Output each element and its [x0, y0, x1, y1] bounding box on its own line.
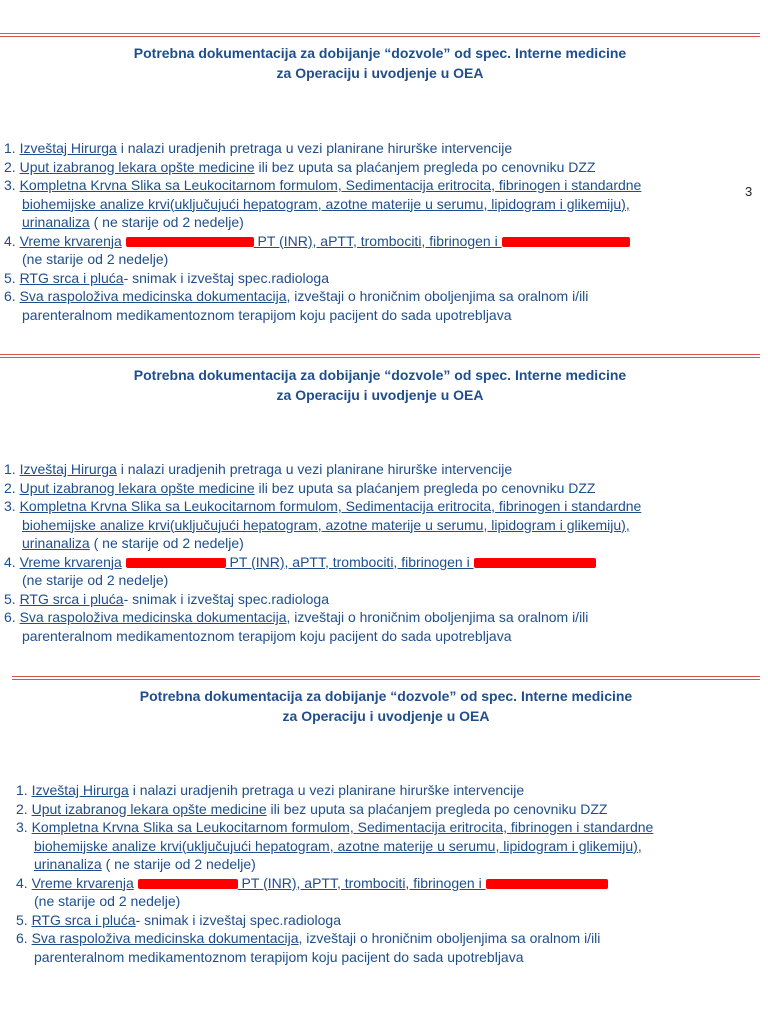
list-item-6: [16, 929, 760, 948]
item-link[interactable]: Vreme krvarenja: [31, 874, 134, 891]
item-link[interactable]: urinanaliza: [22, 214, 90, 230]
item-number: 4.: [4, 553, 16, 570]
item-link[interactable]: RTG srca i pluća: [31, 911, 136, 928]
redaction-mark: [486, 879, 608, 889]
redaction-mark: [474, 558, 596, 568]
title-line-2: za Operaciju i uvodjenje u OEA: [276, 387, 484, 403]
block-title: [0, 43, 760, 83]
item-link[interactable]: Sva raspoloživa medicinska dokumentacija: [19, 288, 287, 304]
redaction-mark: [138, 879, 238, 889]
list-item-6-cont: [4, 627, 760, 646]
list-item-6: [4, 287, 760, 306]
item-text: PT (INR), aPTT, trombociti, fibrinogen i: [237, 874, 486, 891]
block-title: [12, 686, 760, 726]
item-text: PT (INR), aPTT, trombociti, fibrinogen i: [225, 553, 474, 570]
block-title: [0, 365, 760, 405]
item-link[interactable]: biohemijske analize krvi(uključujući hepatogram, azotne materije u serumu, lipidogram i glikemiju),: [34, 837, 642, 854]
item-link[interactable]: Sva raspoloživa medicinska dokumentacija: [31, 930, 299, 946]
title-line-1: Potrebna dokumentacija za dobijanje “dozvole” od spec. Interne medicine: [133, 45, 627, 61]
list-item-6: [4, 608, 760, 627]
item-text: - snimak i izveštaj spec.radiologa: [123, 269, 329, 286]
list-item-3-cont: [4, 516, 760, 535]
item-number: 1.: [16, 782, 28, 798]
item-text: parenteralnom medikamentoznom terapijom koju pacijent do sada upotrebljava: [22, 306, 512, 323]
item-link[interactable]: Vreme krvarenja: [19, 232, 122, 249]
requirements-list: [4, 139, 760, 324]
item-link[interactable]: RTG srca i pluća: [19, 269, 124, 286]
list-item-4: [4, 232, 760, 251]
redaction-mark: [502, 237, 630, 247]
item-number: 6.: [16, 930, 28, 946]
item-number: 1.: [4, 461, 16, 477]
item-text: ( ne starije od 2 nedelje): [89, 535, 244, 551]
list-item-1: [16, 781, 760, 800]
item-number: 5.: [4, 590, 16, 607]
list-item-3: [4, 497, 760, 516]
list-item-4-cont: [16, 892, 760, 911]
requirements-list: [4, 460, 760, 645]
item-number: 5.: [16, 911, 28, 928]
redaction-mark: [126, 558, 226, 568]
item-text: parenteralnom medikamentoznom terapijom koju pacijent do sada upotrebljava: [22, 627, 512, 644]
list-item-3: [16, 818, 760, 837]
title-line-2: za Operaciju i uvodjenje u OEA: [282, 708, 490, 724]
red-divider: [0, 33, 760, 36]
title-line-1: Potrebna dokumentacija za dobijanje “dozvole” od spec. Interne medicine: [133, 367, 627, 383]
item-number: 3.: [4, 177, 16, 193]
list-item-6-cont: [4, 306, 760, 325]
item-number: 2.: [4, 158, 16, 175]
item-number: 5.: [4, 269, 16, 286]
list-item-2: [4, 158, 760, 177]
item-number: 3.: [4, 498, 16, 514]
list-item-6-cont: [16, 948, 760, 967]
item-text: i nalazi uradjenih pretraga u vezi planirane hirurške intervencije: [116, 461, 513, 477]
item-text: ili bez uputa sa plaćanjem pregleda po cenovniku DZZ: [254, 158, 596, 175]
item-text: parenteralnom medikamentoznom terapijom koju pacijent do sada upotrebljava: [34, 948, 524, 965]
list-item-4-cont: [4, 571, 760, 590]
item-text: - snimak i izveštaj spec.radiologa: [123, 590, 329, 607]
item-text: i nalazi uradjenih pretraga u vezi planirane hirurške intervencije: [116, 140, 513, 156]
title-line-2: za Operaciju i uvodjenje u OEA: [276, 65, 484, 81]
list-item-5: [4, 590, 760, 609]
item-text: , izveštaji o hroničnim oboljenjima sa oralnom i/ili: [286, 288, 589, 304]
item-text: , izveštaji o hroničnim oboljenjima sa oralnom i/ili: [286, 609, 589, 625]
list-item-4-cont: [4, 250, 760, 269]
item-link[interactable]: biohemijske analize krvi(uključujući hepatogram, azotne materije u serumu, lipidogram i glikemiju),: [22, 516, 630, 533]
item-link[interactable]: urinanaliza: [22, 535, 90, 551]
list-item-4: [16, 874, 760, 893]
item-number: 6.: [4, 288, 16, 304]
item-link[interactable]: Uput izabranog lekara opšte medicine: [19, 158, 255, 175]
list-item-3-cont: [4, 195, 760, 214]
item-text: , izveštaji o hroničnim oboljenjima sa oralnom i/ili: [298, 930, 601, 946]
list-item-5: [16, 911, 760, 930]
item-number: 6.: [4, 609, 16, 625]
item-link[interactable]: Izveštaj Hirurga: [19, 461, 117, 477]
item-link[interactable]: Vreme krvarenja: [19, 553, 122, 570]
item-text: ili bez uputa sa plaćanjem pregleda po cenovniku DZZ: [266, 800, 608, 817]
list-item-3-cont: [16, 837, 760, 856]
list-item-4: [4, 553, 760, 572]
item-number: 4.: [16, 874, 28, 891]
item-text: (ne starije od 2 nedelje): [22, 251, 169, 267]
item-text: ili bez uputa sa plaćanjem pregleda po cenovniku DZZ: [254, 479, 596, 496]
side-mark: 3: [745, 184, 753, 199]
item-link[interactable]: Izveštaj Hirurga: [31, 782, 129, 798]
redaction-mark: [126, 237, 254, 247]
item-number: 2.: [16, 800, 28, 817]
item-text: (ne starije od 2 nedelje): [22, 572, 169, 588]
item-link[interactable]: RTG srca i pluća: [19, 590, 124, 607]
list-item-1: [4, 460, 760, 479]
item-text: (ne starije od 2 nedelje): [34, 893, 181, 909]
list-item-1: [4, 139, 760, 158]
item-link[interactable]: Izveštaj Hirurga: [19, 140, 117, 156]
item-link[interactable]: Uput izabranog lekara opšte medicine: [19, 479, 255, 496]
item-text: PT (INR), aPTT, trombociti, fibrinogen i: [253, 232, 502, 249]
item-link[interactable]: Uput izabranog lekara opšte medicine: [31, 800, 267, 817]
item-link[interactable]: urinanaliza: [34, 856, 102, 872]
item-number: 4.: [4, 232, 16, 249]
item-number: 2.: [4, 479, 16, 496]
list-item-3-cont2: [4, 213, 760, 232]
list-item-5: [4, 269, 760, 288]
item-number: 1.: [4, 140, 16, 156]
requirements-list: [16, 781, 760, 966]
list-item-2: [4, 479, 760, 498]
list-item-3-cont2: [16, 855, 760, 874]
item-link[interactable]: Kompletna Krvna Slika sa Leukocitarnom formulom, Sedimentacija eritrocita, fibrinogen i standardne: [19, 498, 642, 514]
item-link[interactable]: Kompletna Krvna Slika sa Leukocitarnom formulom, Sedimentacija eritrocita, fibrinogen i standardne: [31, 819, 654, 835]
item-link[interactable]: Kompletna Krvna Slika sa Leukocitarnom formulom, Sedimentacija eritrocita, fibrinogen i standardne: [19, 177, 642, 193]
title-line-1: Potrebna dokumentacija za dobijanje “dozvole” od spec. Interne medicine: [139, 688, 633, 704]
item-text: i nalazi uradjenih pretraga u vezi planirane hirurške intervencije: [128, 782, 525, 798]
item-link[interactable]: biohemijske analize krvi(uključujući hepatogram, azotne materije u serumu, lipidogram i glikemiju),: [22, 195, 630, 212]
list-item-3-cont2: [4, 534, 760, 553]
list-item-2: [16, 800, 760, 819]
item-text: ( ne starije od 2 nedelje): [101, 856, 256, 872]
red-divider: [12, 676, 760, 679]
item-link[interactable]: Sva raspoloživa medicinska dokumentacija: [19, 609, 287, 625]
list-item-3: [4, 176, 760, 195]
red-divider: [0, 354, 760, 357]
item-number: 3.: [16, 819, 28, 835]
item-text: ( ne starije od 2 nedelje): [89, 214, 244, 230]
item-text: - snimak i izveštaj spec.radiologa: [135, 911, 341, 928]
